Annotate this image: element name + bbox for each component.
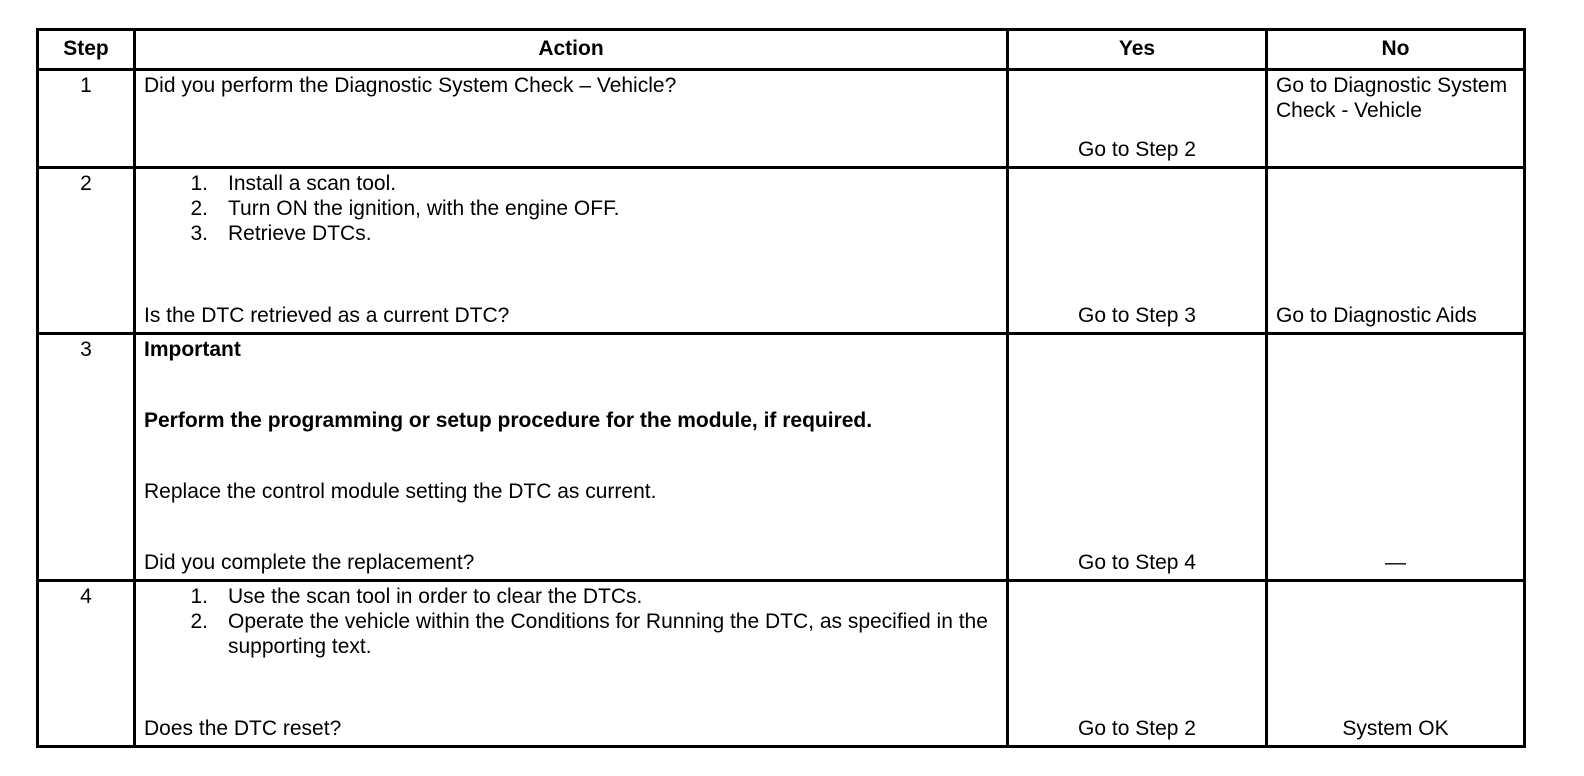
no-cell <box>1267 334 1525 581</box>
list-item: 2. Turn ON the ignition, with the engine OFF. <box>190 196 620 220</box>
action-cell <box>135 168 1008 334</box>
step-number: 1 <box>38 70 135 168</box>
no-result: System OK <box>1342 717 1449 741</box>
action-question: Is the DTC retrieved as a current DTC? <box>144 304 510 328</box>
yes-link[interactable]: Go to Step 2 <box>1078 717 1196 741</box>
step-number: 3 <box>38 334 135 581</box>
action-question: Did you perform the Diagnostic System Check – Vehicle? <box>144 74 677 97</box>
yes-cell <box>1008 581 1267 747</box>
action-question: Does the DTC reset? <box>144 717 342 741</box>
yes-link[interactable]: Go to Step 2 <box>1078 138 1196 162</box>
table-row <box>38 334 1525 581</box>
action-steps-list <box>144 585 998 659</box>
diagnostic-table <box>36 28 1526 748</box>
yes-cell <box>1008 70 1267 168</box>
table-row <box>38 168 1525 334</box>
important-text: Perform the programming or setup procedure for the module, if required. <box>144 409 873 433</box>
list-item: 2. Operate the vehicle within the Conditions for Running the DTC, as specified in the supporting text. <box>190 609 988 658</box>
yes-link[interactable]: Go to Step 4 <box>1078 551 1196 575</box>
no-dash: — <box>1385 551 1406 575</box>
action-steps-list <box>144 172 998 246</box>
list-item: 3. Retrieve DTCs. <box>190 221 372 245</box>
table-row <box>38 70 1525 168</box>
header-no: No <box>1267 30 1525 70</box>
no-cell <box>1267 70 1525 168</box>
action-cell <box>135 581 1008 747</box>
action-cell <box>135 334 1008 581</box>
action-question: Did you complete the replacement? <box>144 551 475 575</box>
no-link[interactable]: Go to Diagnostic System Check - Vehicle <box>1276 74 1508 122</box>
table-row <box>38 581 1525 747</box>
header-action: Action <box>135 30 1008 70</box>
action-cell <box>135 70 1008 168</box>
no-cell <box>1267 581 1525 747</box>
no-link[interactable]: Go to Diagnostic Aids <box>1276 304 1477 328</box>
important-label: Important <box>144 338 241 361</box>
instruction-text: Replace the control module setting the DTC as current. <box>144 480 657 504</box>
header-yes: Yes <box>1008 30 1267 70</box>
yes-link[interactable]: Go to Step 3 <box>1078 304 1196 328</box>
list-item: 1. Use the scan tool in order to clear the DTCs. <box>190 585 643 608</box>
step-number: 4 <box>38 581 135 747</box>
header-row <box>38 30 1525 70</box>
list-item: 1. Install a scan tool. <box>190 172 397 195</box>
yes-cell <box>1008 334 1267 581</box>
step-number: 2 <box>38 168 135 334</box>
no-cell <box>1267 168 1525 334</box>
yes-cell <box>1008 168 1267 334</box>
header-step: Step <box>38 30 135 70</box>
